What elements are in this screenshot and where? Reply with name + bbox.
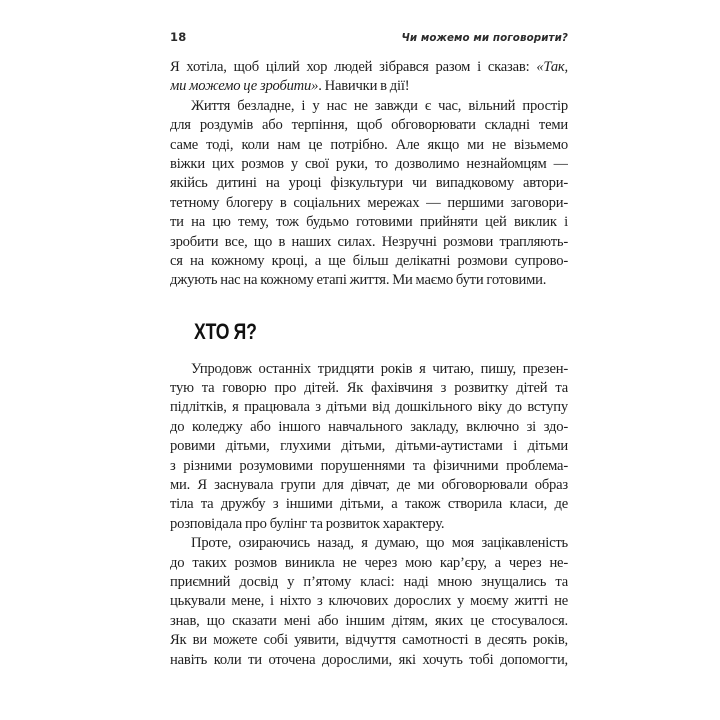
text-line: з різними розумовими порушеннями та фізичними проблема- — [170, 457, 568, 474]
text-line: до таких розмов виникла не через мою кар’єру, а через не- — [170, 554, 568, 571]
text-line: Як ви можете собі уявити, відчуття самотності в десять років, — [170, 632, 568, 649]
text-line: знав, що сказати мені або іншим дітям, яких це стосувалося. — [170, 612, 568, 629]
italic-text-segment: «Так, — [536, 59, 568, 75]
text-line: до коледжу або іншого навчального закладу, включно зі здо- — [170, 418, 568, 435]
text-line: ровими дітьми, глухими дітьми, дітьми-аутистами і дітьми — [170, 438, 568, 455]
text-line: Упродовж останніх тридцяти років я читаю, пишу, презен- — [191, 360, 568, 377]
text-line: ти на цю тему, тож будьмо готовими прийняти цей виклик і — [170, 214, 568, 231]
paragraph — [170, 360, 568, 535]
text-segment: Я хотіла, щоб цілий хор людей зібрався разом і сказав: — [170, 59, 537, 75]
text-line: Життя безладне, і у нас не завжди є час, вільний простір — [191, 97, 568, 114]
text-line: ся на кожному кроці, а ще більш делікатні розмови супрово- — [170, 252, 568, 269]
text-line — [170, 77, 568, 96]
text-line: тую та говорю про дітей. Як фахівчиня з розвитку дітей та — [170, 380, 568, 397]
text-line — [170, 58, 568, 77]
page-number: 18 — [170, 30, 187, 44]
page-header — [170, 30, 568, 44]
text-line: приємний досвід у п’ятому класі: наді мною знущались та — [170, 573, 568, 590]
italic-text-segment: ми можемо це зробити» — [170, 78, 319, 95]
text-line: навіть коли ти оточена дорослими, які хочуть тобі допомогти, — [170, 651, 568, 668]
running-title: Чи можемо ми поговорити? — [401, 32, 568, 44]
text-line: тіла та дружбу з іншими дітьми, а також створила класи, де — [170, 496, 568, 513]
paragraph — [170, 534, 568, 670]
text-segment: . Навички в дії! — [318, 78, 410, 95]
page-body — [170, 58, 568, 670]
text-line: цькували мене, і ніхто з ключових дорослих у моєму житті не — [170, 593, 568, 610]
text-line: саме тоді, коли нам це потрібно. Але якщо ми не візьмемо — [170, 136, 568, 153]
section-heading — [170, 320, 568, 344]
text-line: розповідала про булінг та розвиток характеру. — [170, 515, 445, 532]
text-line: зробити все, що в наших силах. Незручні розмови трапляють- — [170, 233, 568, 250]
text-line: підлітків, я працювала з дітьми від дошкільного віку до вступу — [170, 399, 568, 416]
paragraph — [170, 58, 568, 97]
section-heading-text: ХТО Я? — [194, 318, 257, 344]
text-line: Проте, озираючись назад, я думаю, що моя зацікавленість — [191, 535, 568, 552]
text-line: ми. Я заснувала групи для дівчат, де ми обговорювали образ — [170, 477, 568, 494]
text-line: джують нас на кожному етапі життя. Ми маємо бути готовими. — [170, 272, 547, 289]
text-line: для роздумів або терпіння, щоб обговорювати складні теми — [170, 117, 568, 134]
text-line: віжки цих розмов у свої руки, то дозволимо незнайомцям — — [170, 155, 568, 172]
text-line: тетному блогеру в соціальних мережах — першими заговори- — [170, 194, 568, 211]
text-line: якійсь дитині на уроці фізкультури чи випадковому автори- — [170, 175, 568, 192]
paragraph — [170, 97, 568, 291]
